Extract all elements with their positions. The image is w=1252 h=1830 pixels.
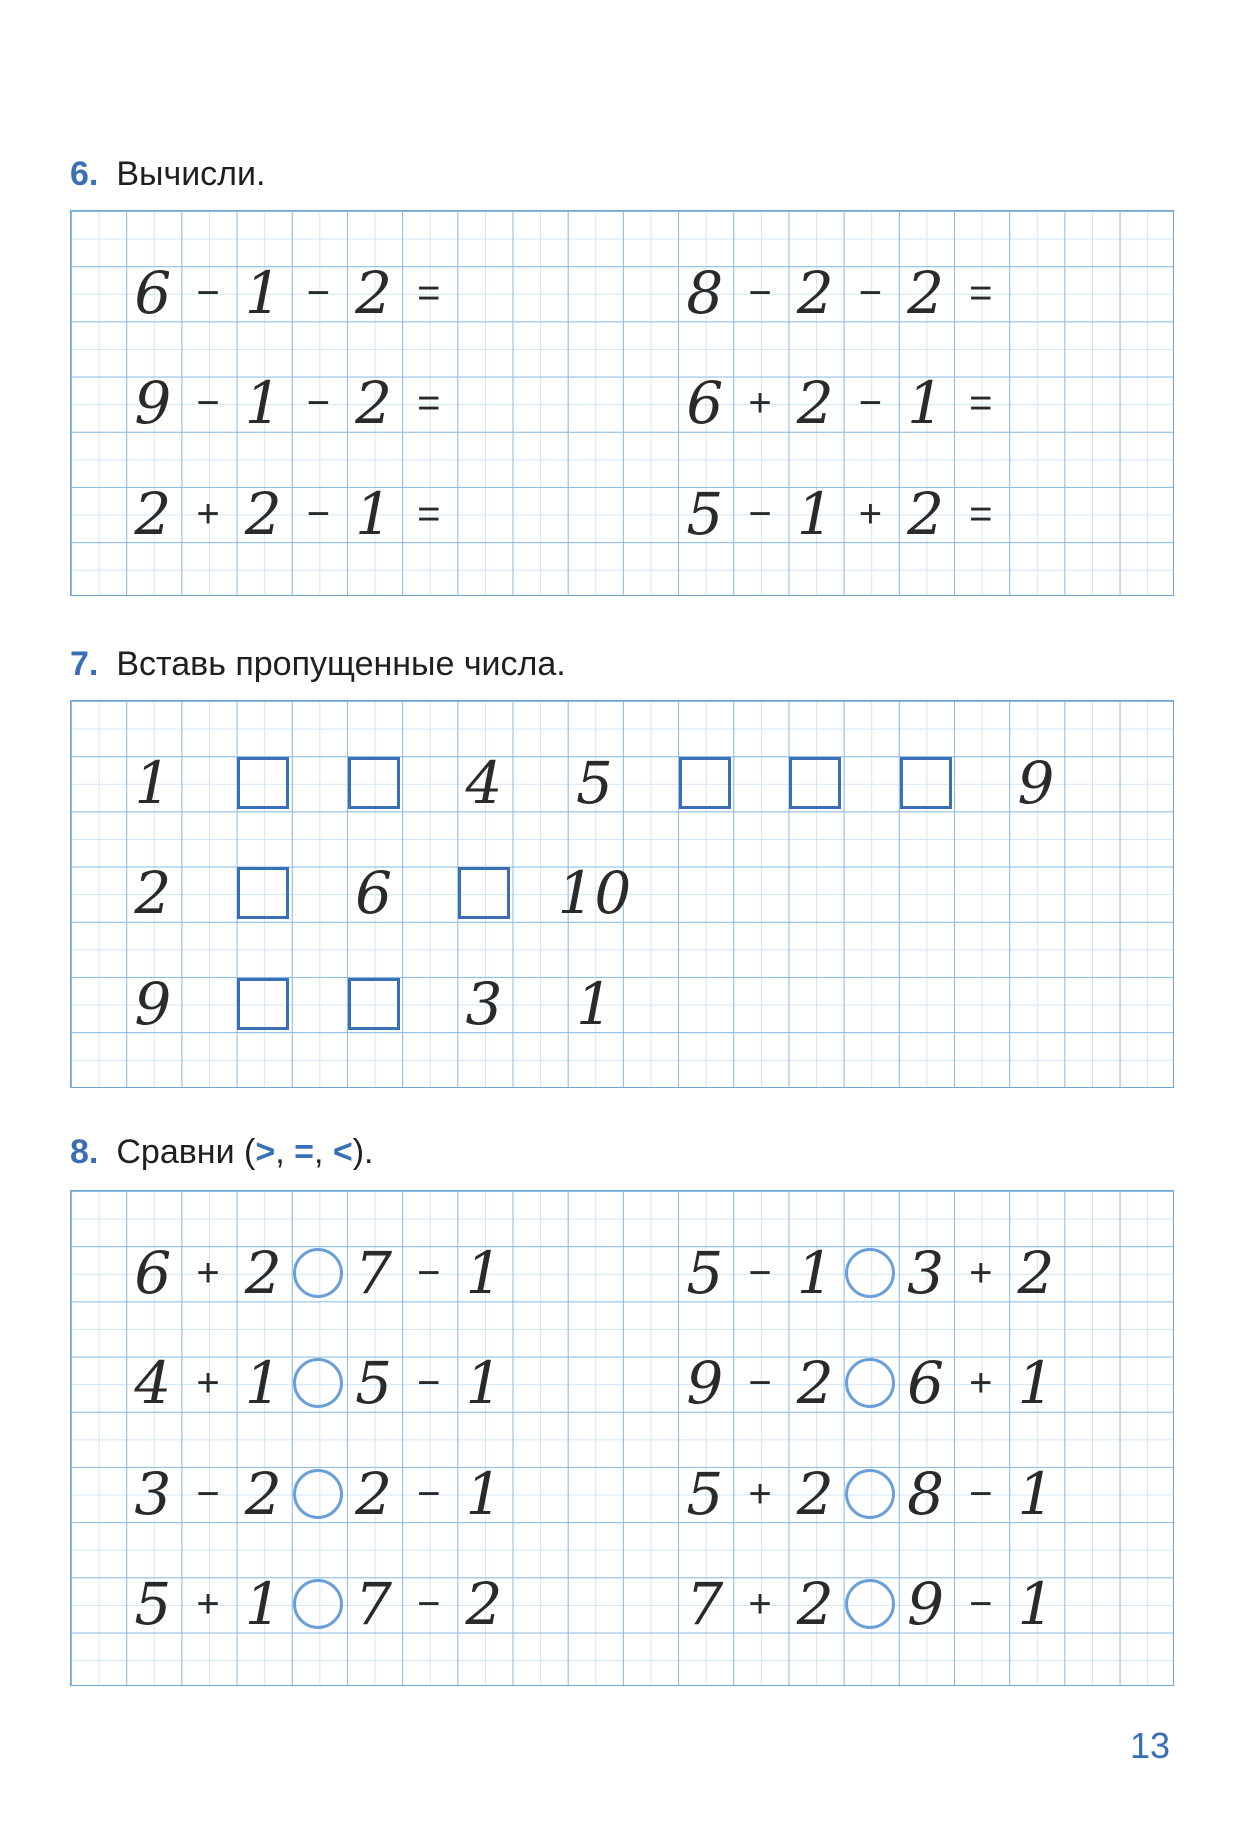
handwritten-number: 9 <box>134 369 172 438</box>
missing-number-box[interactable] <box>679 757 731 809</box>
minus-sign: − <box>196 1471 220 1516</box>
minus-sign: − <box>748 270 772 315</box>
task-6-grid <box>70 210 1174 596</box>
minus-sign: − <box>306 491 331 536</box>
equal-symbol: = <box>294 1133 314 1171</box>
plus-sign: + <box>748 1471 772 1516</box>
minus-sign: − <box>417 1582 441 1626</box>
handwritten-number: 1 <box>244 369 282 438</box>
handwritten-number: 6 <box>134 1238 172 1307</box>
minus-sign: − <box>858 270 883 315</box>
minus-sign: − <box>417 1361 441 1406</box>
handwritten-number: 2 <box>796 369 834 438</box>
handwritten-number: 9 <box>686 1349 724 1418</box>
handwritten-number: 1 <box>465 1349 503 1418</box>
handwritten-number: 2 <box>244 1238 282 1307</box>
minus-sign: − <box>196 270 220 315</box>
plus-sign: + <box>196 1361 220 1406</box>
compare-circle[interactable] <box>845 1248 895 1298</box>
handwritten-number: 10 <box>557 859 632 928</box>
missing-number-box[interactable] <box>348 978 400 1030</box>
task-7-title <box>70 645 566 684</box>
handwritten-number: 7 <box>355 1238 393 1307</box>
handwritten-number: 6 <box>134 258 172 327</box>
handwritten-number: 2 <box>355 1459 393 1528</box>
handwritten-number: 2 <box>134 479 172 548</box>
plus-sign: + <box>969 1361 993 1406</box>
task-7-instruction: Вставь пропущенные числа. <box>116 645 566 683</box>
minus-sign: − <box>748 491 772 536</box>
handwritten-number: 2 <box>465 1570 503 1638</box>
handwritten-number: 2 <box>355 258 393 327</box>
handwritten-number: 2 <box>355 369 393 438</box>
handwritten-number: 1 <box>465 1238 503 1307</box>
compare-circle[interactable] <box>293 1579 343 1629</box>
compare-circle[interactable] <box>845 1579 895 1629</box>
minus-sign: − <box>969 1582 993 1626</box>
equals-sign: = <box>417 270 441 315</box>
handwritten-number: 5 <box>575 748 613 817</box>
compare-circle[interactable] <box>293 1248 343 1298</box>
handwritten-number: 5 <box>686 1238 724 1307</box>
plus-sign: + <box>748 381 772 426</box>
handwritten-number: 5 <box>686 479 724 548</box>
handwritten-number: 4 <box>465 748 503 817</box>
compare-circle[interactable] <box>293 1469 343 1519</box>
handwritten-number: 9 <box>1017 748 1055 817</box>
handwritten-number: 1 <box>796 1238 834 1307</box>
minus-sign: − <box>417 1471 441 1516</box>
handwritten-number: 2 <box>907 479 945 548</box>
minus-sign: − <box>196 381 220 426</box>
minus-sign: − <box>306 381 331 426</box>
missing-number-box[interactable] <box>237 867 289 919</box>
missing-number-box[interactable] <box>789 757 841 809</box>
handwritten-number: 6 <box>686 369 724 438</box>
equals-sign: = <box>417 381 441 426</box>
minus-sign: − <box>748 1361 772 1406</box>
greater-symbol: > <box>255 1133 276 1171</box>
handwritten-number: 1 <box>244 1570 282 1638</box>
handwritten-number: 1 <box>1017 1570 1055 1638</box>
handwritten-number: 5 <box>134 1570 172 1638</box>
handwritten-number: 2 <box>796 1570 834 1638</box>
handwritten-number: 2 <box>907 258 945 327</box>
handwritten-number: 1 <box>796 479 834 548</box>
missing-number-box[interactable] <box>348 757 400 809</box>
plus-sign: + <box>196 1250 220 1295</box>
handwritten-number: 2 <box>796 1349 834 1418</box>
handwritten-number: 5 <box>355 1349 393 1418</box>
task-8-title: 8. Сравни (>, =, <). <box>70 1133 374 1171</box>
handwritten-number: 9 <box>907 1570 945 1638</box>
plus-sign: + <box>196 491 220 536</box>
task-8-grid <box>70 1190 1174 1686</box>
handwritten-number: 5 <box>686 1459 724 1528</box>
minus-sign: − <box>306 270 331 315</box>
handwritten-number: 8 <box>686 258 724 327</box>
task-6-title <box>70 155 265 194</box>
plus-sign: + <box>196 1582 220 1626</box>
missing-number-box[interactable] <box>900 757 952 809</box>
handwritten-number: 3 <box>465 969 503 1038</box>
handwritten-number: 2 <box>244 1459 282 1528</box>
plus-sign: + <box>969 1250 993 1295</box>
handwritten-number: 1 <box>244 258 282 327</box>
handwritten-number: 1 <box>465 1459 503 1528</box>
handwritten-number: 4 <box>134 1349 172 1418</box>
minus-sign: − <box>969 1471 993 1516</box>
handwritten-number: 2 <box>1017 1238 1055 1307</box>
handwritten-number: 1 <box>575 969 613 1038</box>
task-6-instruction: Вычисли. <box>116 155 266 193</box>
handwritten-number: 7 <box>686 1570 724 1638</box>
compare-circle[interactable] <box>845 1358 895 1408</box>
equals-sign: = <box>969 381 993 426</box>
handwritten-number: 7 <box>355 1570 393 1638</box>
compare-circle[interactable] <box>845 1469 895 1519</box>
handwritten-number: 2 <box>796 1459 834 1528</box>
equals-sign: = <box>969 491 993 536</box>
plus-sign: + <box>858 491 883 536</box>
page-number: 13 <box>1130 1725 1171 1766</box>
missing-number-box[interactable] <box>237 978 289 1030</box>
missing-number-box[interactable] <box>237 757 289 809</box>
handwritten-number: 8 <box>907 1459 945 1528</box>
minus-sign: − <box>858 381 883 426</box>
less-symbol: < <box>332 1133 353 1171</box>
handwritten-number: 2 <box>796 258 834 327</box>
task-7-number: 7. <box>70 645 99 683</box>
handwritten-number: 3 <box>907 1238 945 1307</box>
plus-sign: + <box>748 1582 772 1626</box>
missing-number-box[interactable] <box>458 867 510 919</box>
handwritten-number: 1 <box>907 369 945 438</box>
handwritten-number: 1 <box>244 1349 282 1418</box>
compare-circle[interactable] <box>293 1358 343 1408</box>
task-8-instruction-prefix: Сравни ( <box>116 1133 256 1171</box>
handwritten-number: 1 <box>1017 1459 1055 1528</box>
task-8-instruction-suffix: ). <box>352 1133 374 1171</box>
handwritten-number: 6 <box>355 859 393 928</box>
minus-sign: − <box>748 1250 772 1295</box>
equals-sign: = <box>969 270 993 315</box>
handwritten-number: 9 <box>134 969 172 1038</box>
handwritten-number: 2 <box>244 479 282 548</box>
handwritten-number: 1 <box>1017 1349 1055 1418</box>
task-8-number: 8. <box>70 1133 99 1171</box>
handwritten-number: 6 <box>907 1349 945 1418</box>
minus-sign: − <box>417 1250 441 1295</box>
handwritten-number: 3 <box>134 1459 172 1528</box>
handwritten-number: 1 <box>134 748 172 817</box>
handwritten-number: 1 <box>355 479 393 548</box>
handwritten-number: 2 <box>134 859 172 928</box>
equals-sign: = <box>417 491 441 536</box>
task-6-number: 6. <box>70 155 99 193</box>
